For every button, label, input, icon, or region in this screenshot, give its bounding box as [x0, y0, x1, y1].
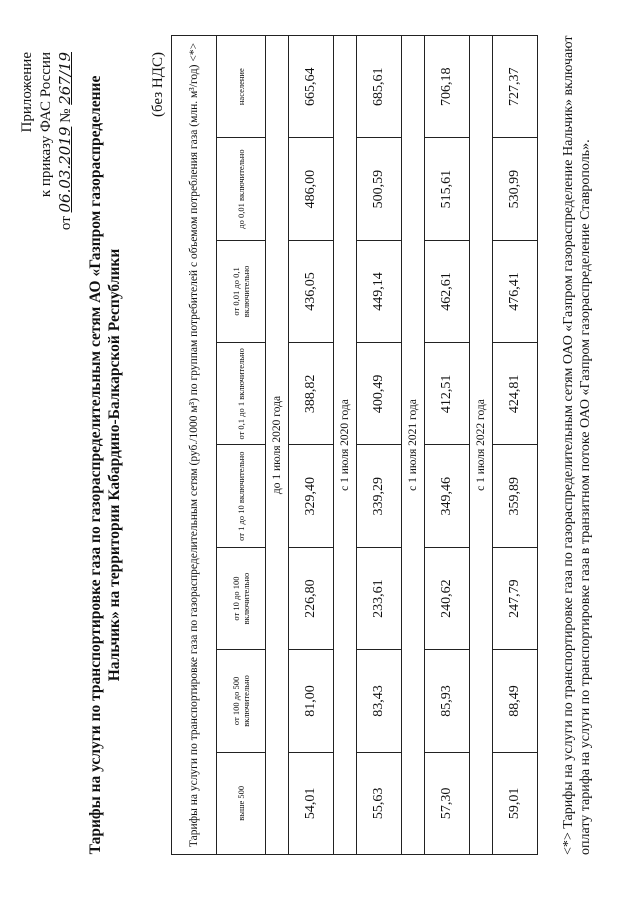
tariff-cell: 55,63 — [357, 752, 402, 854]
column-header: от 100 до 500 включительно — [217, 650, 266, 752]
table-row — [493, 36, 538, 855]
order-number: 267/19 — [56, 52, 74, 105]
tariff-cell: 226,80 — [289, 547, 334, 649]
tariff-cell: 57,30 — [425, 752, 470, 854]
tariff-cell: 449,14 — [357, 240, 402, 342]
table-row — [425, 36, 470, 855]
column-header: от 1 до 10 включительно — [217, 445, 266, 547]
column-header: до 0,01 включительно — [217, 138, 266, 240]
footnote: <*> Тарифы на услуги по транспортировке газа по газораспределительным сетям ОАО «Газпром газораспределение Нальчик» включают оплату тарифа на услуги по транспортировке газа в транзитном потоке ОАО «Газпром газораспределение Ставрополь». — [561, 35, 593, 855]
tariff-cell: 329,40 — [289, 445, 334, 547]
tariff-cell: 388,82 — [289, 343, 334, 445]
column-header: от 10 до 100 включительно — [217, 547, 266, 649]
order-date-prefix: от — [58, 216, 74, 231]
appendix-block — [18, 52, 76, 372]
vat-note: (без НДС) — [150, 52, 166, 118]
tariff-cell: 412,51 — [425, 343, 470, 445]
title-line-1: Тарифы на услуги по транспортировке газа по газораспределительным сетям АО «Газпром газораспределение — [87, 75, 104, 855]
column-header: от 0,01 до 0,1 включительно — [217, 240, 266, 342]
period-row: с 1 июля 2020 года — [334, 36, 357, 855]
tariff-cell: 436,05 — [289, 240, 334, 342]
document-title — [86, 65, 124, 865]
column-header: выше 500 — [217, 752, 266, 854]
table-row — [357, 36, 402, 855]
tariff-cell: 54,01 — [289, 752, 334, 854]
tariff-cell: 500,59 — [357, 138, 402, 240]
column-header-row — [217, 36, 266, 855]
tariff-cell: 530,99 — [493, 138, 538, 240]
tariff-cell: 400,49 — [357, 343, 402, 445]
tariff-cell: 476,41 — [493, 240, 538, 342]
tariff-cell: 515,61 — [425, 138, 470, 240]
tariff-cell: 339,29 — [357, 445, 402, 547]
tariff-cell: 85,93 — [425, 650, 470, 752]
table-main-header: Тарифы на услуги по транспортировке газа по газораспределительным сетям (руб./1000 м³) по группам потребителей с объемом потребления газа (млн. м³/год) <*> — [172, 36, 217, 855]
tariff-cell: 59,01 — [493, 752, 538, 854]
tariff-cell: 247,79 — [493, 547, 538, 649]
tariff-table — [171, 35, 538, 855]
tariff-cell: 88,49 — [493, 650, 538, 752]
tariff-cell: 685,61 — [357, 36, 402, 138]
order-date: 06.03.2019 — [56, 126, 74, 213]
tariff-cell: 240,62 — [425, 547, 470, 649]
tariff-cell: 81,00 — [289, 650, 334, 752]
tariff-cell: 706,18 — [425, 36, 470, 138]
tariff-cell: 233,61 — [357, 547, 402, 649]
column-header: население — [217, 36, 266, 138]
tariff-cell: 424,81 — [493, 343, 538, 445]
tariff-cell: 359,89 — [493, 445, 538, 547]
title-line-2: Нальчик» на территории Кабардино-Балкарской Республики — [106, 248, 123, 682]
column-header: от 0,1 до 1 включительно — [217, 343, 266, 445]
period-row: с 1 июля 2022 года — [470, 36, 493, 855]
tariff-cell: 83,43 — [357, 650, 402, 752]
period-row: с 1 июля 2021 года — [402, 36, 425, 855]
table-row — [289, 36, 334, 855]
order-reference: к приказу ФАС России — [38, 52, 54, 198]
period-row: до 1 июля 2020 года — [266, 36, 289, 855]
tariff-cell: 486,00 — [289, 138, 334, 240]
tariff-cell: 349,46 — [425, 445, 470, 547]
tariff-cell: 665,64 — [289, 36, 334, 138]
order-date-line — [56, 52, 76, 372]
tariff-cell: 727,37 — [493, 36, 538, 138]
tariff-cell: 462,61 — [425, 240, 470, 342]
appendix-label: Приложение — [19, 52, 35, 133]
order-number-sign: № — [58, 108, 74, 123]
